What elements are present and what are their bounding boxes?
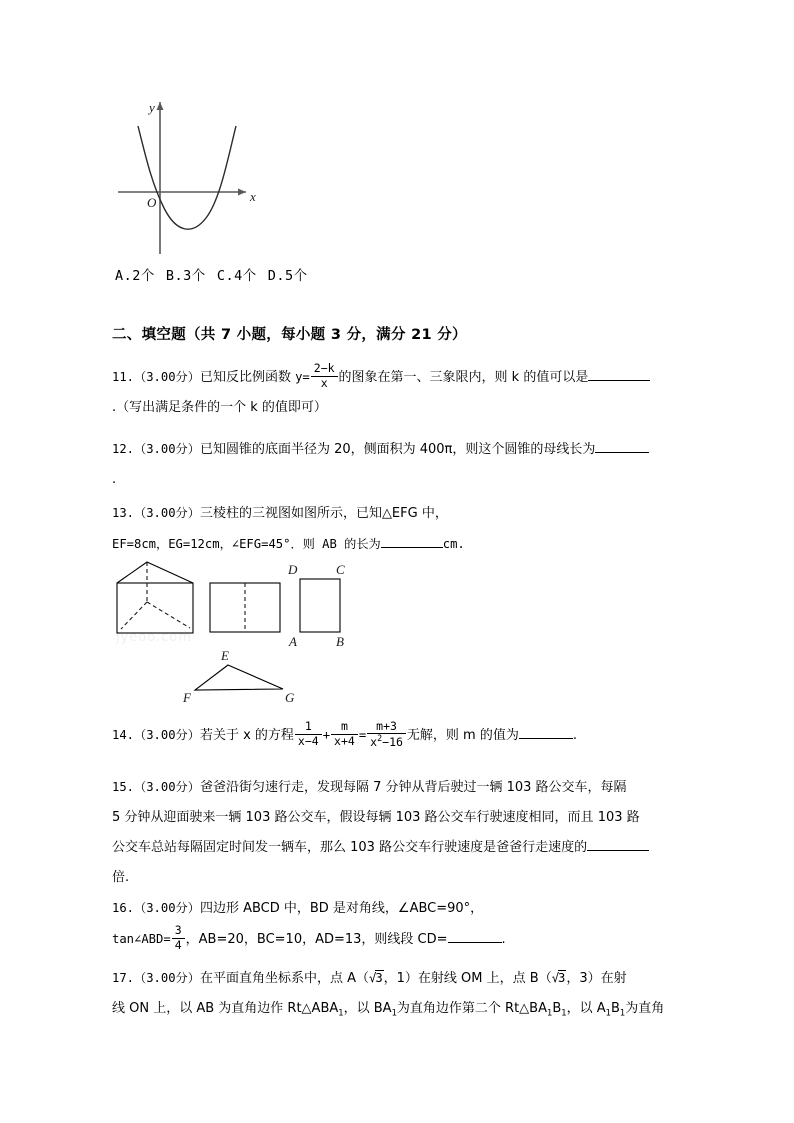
triangle-label-g: G: [285, 690, 295, 705]
q16-fraction: [172, 924, 185, 952]
side-view-label-b: B: [336, 634, 344, 649]
option-d-key: D.: [267, 268, 285, 284]
q13-answer-blank[interactable]: [381, 547, 443, 548]
three-view-figure-group: [112, 556, 362, 648]
question-11-line-1: [112, 362, 692, 393]
question-14-line-1: [112, 720, 692, 751]
q14-number: 14.: [112, 728, 135, 742]
q17-subscript-2: 1: [391, 1007, 397, 1018]
triangle-label-e: E: [221, 648, 229, 663]
q14-score: （3.00分）: [134, 728, 200, 742]
q17-subscript-1: 1: [338, 1007, 344, 1018]
q17-subscript-4: 1: [561, 1007, 567, 1018]
parabola-figure: [116, 88, 268, 260]
side-view-label-c: C: [336, 562, 345, 577]
q16-text-2: ，AB=20，BC=10，AD=13，则线段 CD=: [185, 932, 448, 947]
option-c-key: C.: [216, 268, 235, 284]
q14-fraction-3: [367, 720, 406, 750]
q15-answer-blank[interactable]: [587, 850, 649, 851]
option-b[interactable]: [166, 268, 206, 284]
q17-text-a: 在平面直角坐标系中，点 A（: [199, 971, 369, 986]
q14-f2-denominator: x+4: [331, 734, 358, 749]
question-17-line-2: [112, 994, 692, 1028]
question-16-line-2: [112, 924, 692, 955]
option-d[interactable]: [268, 268, 308, 284]
front-view-rectangle-icon: [210, 583, 280, 632]
q14-equals-operator: =: [358, 728, 367, 742]
question-12-line-2: .: [112, 472, 117, 487]
q14-f1-denominator: x−4: [295, 734, 322, 749]
q14-fraction-1: [295, 720, 322, 748]
q17-text-h: ，以 A: [566, 1001, 606, 1016]
q16-text-3: .: [501, 932, 506, 947]
triangle-efg-figure: [183, 648, 313, 710]
q11-number: 11.: [112, 370, 135, 384]
q17-text-i: B: [610, 1001, 620, 1016]
q12-score: （3.00分）: [134, 442, 200, 456]
axis-y-label: y: [149, 100, 155, 115]
q16-answer-blank[interactable]: [448, 942, 502, 943]
q16-score: （3.00分）: [134, 901, 200, 915]
question-13: [112, 498, 692, 560]
question-16: [112, 893, 692, 955]
q14-fraction-2: [331, 720, 358, 748]
q11-fraction-numerator: 2−k: [313, 361, 335, 376]
side-view-rectangle-abcd-icon: [287, 562, 345, 649]
q17-text-c: ，3）在射: [566, 971, 627, 986]
q17-text-j: 为直角: [625, 1001, 665, 1016]
q16-fraction-denominator: 4: [172, 938, 185, 953]
q17-sqrt-1-radicand: 3: [375, 971, 383, 985]
q15-text-3: 公交车总站每隔固定时间发一辆车，那么 103 路公交车行驶速度是爸爸行走速度的: [112, 840, 588, 855]
q11-fraction-denominator: x: [311, 376, 338, 391]
question-17: [112, 963, 692, 1028]
q11-text-a: 已知反比例函数: [199, 370, 296, 385]
axis-x-label: x: [250, 189, 256, 204]
q15-number: 15.: [112, 780, 135, 794]
option-a-key: A.: [115, 268, 133, 284]
question-15-line-2: 5 分钟从迎面驶来一辆 103 路公交车，假设每辆 103 路公交车行驶速度相同，而且 103 路: [112, 810, 640, 825]
question-15-line-1: [112, 772, 692, 803]
question-16-line-1: [112, 893, 692, 924]
q17-sqrt-2: √3: [551, 971, 566, 985]
q13-score: （3.00分）: [134, 506, 200, 520]
q14-f3-denominator: [367, 733, 406, 749]
q17-text-e: ，以 BA: [343, 1001, 392, 1016]
q11-fraction: [311, 362, 338, 390]
q15-text-1: 爸爸沿街匀速行走，发现每隔 7 分钟从背后驶过一辆 103 路公交车，每隔: [199, 780, 627, 795]
q14-f3-den-exponent: 2: [377, 733, 383, 744]
option-c-text: 4个: [234, 268, 257, 284]
triangle-label-f: F: [183, 690, 191, 705]
q17-text-g: B: [552, 1001, 562, 1016]
q17-subscript-3: 1: [546, 1007, 553, 1018]
q17-text-b: ，1）在射线 OM 上，点 B（: [383, 971, 552, 986]
q14-f2-numerator: m: [340, 719, 348, 734]
option-b-key: B.: [165, 268, 184, 284]
q11-text-b: 的图象在第一、三象限内，则 k 的值可以是: [338, 370, 589, 385]
q14-f3-den-base: x: [370, 734, 378, 749]
q14-plus-operator: +: [322, 728, 331, 742]
question-12: [112, 434, 692, 495]
option-b-text: 3个: [183, 268, 206, 284]
q13-text: 三棱柱的三视图如图所示，已知△EFG 中，: [199, 506, 448, 521]
q17-text-f: 为直角边作第二个 Rt△BA: [396, 1001, 547, 1016]
triangular-prism-icon: [117, 562, 193, 633]
q11-answer-blank[interactable]: [588, 380, 650, 381]
q14-text-c: .: [572, 728, 577, 743]
q14-f1-numerator: 1: [304, 719, 312, 734]
option-a-text: 2个: [132, 268, 155, 284]
q13-given-values: EF=8cm，EG=12cm，∠EFG=45°．则 AB 的长为: [112, 537, 381, 551]
q17-sqrt-1: √3: [368, 971, 383, 985]
q11-score: （3.00分）: [134, 370, 200, 384]
question-17-line-1: [112, 963, 692, 994]
question-15-line-3: [112, 833, 692, 863]
q17-subscript-5: 1: [605, 1007, 611, 1018]
q12-answer-blank[interactable]: [595, 452, 649, 453]
option-c[interactable]: [217, 268, 257, 284]
q14-f3-den-tail: −16: [382, 734, 403, 749]
q14-text-b: 无解，则 m 的值为: [406, 728, 519, 743]
q16-text-1: 四边形 ABCD 中，BD 是对角线，∠ABC=90°，: [199, 901, 484, 916]
question-13-line-1: [112, 498, 692, 529]
watermark: jyeoo.com: [116, 630, 192, 645]
question-15-line-4: 倍.: [112, 870, 130, 885]
q17-sqrt-2-radicand: 3: [558, 971, 566, 985]
q14-answer-blank[interactable]: [519, 738, 573, 739]
q15-score: （3.00分）: [134, 780, 200, 794]
side-view-label-a: A: [289, 634, 297, 649]
question-11-line-2: .（写出满足条件的一个 k 的值即可）: [112, 400, 327, 415]
section-heading-fill-in-blank: 二、填空题（共 7 小题，每小题 3 分，满分 21 分）: [112, 327, 467, 343]
side-view-label-d: D: [288, 562, 298, 577]
q14-text-a: 若关于 x 的方程: [199, 728, 294, 743]
q16-tan-expression: tan∠ABD=: [112, 932, 171, 946]
q13-unit: cm.: [442, 537, 465, 551]
q17-text-d: 线 ON 上，以 AB 为直角边作 Rt△ABA: [112, 1001, 339, 1016]
option-a[interactable]: [115, 268, 155, 284]
question-12-line-1: [112, 434, 692, 465]
q17-subscript-6: 1: [619, 1007, 626, 1018]
q11-eq-lhs: y=: [295, 370, 310, 384]
origin-label: O: [147, 195, 157, 210]
q16-fraction-numerator: 3: [174, 923, 182, 938]
q12-text: 已知圆锥的底面半径为 20，侧面积为 400π，则这个圆锥的母线长为: [199, 442, 596, 457]
q17-score: （3.00分）: [134, 971, 200, 985]
q14-f3-numerator: m+3: [376, 718, 397, 733]
q12-number: 12.: [112, 442, 135, 456]
question-11: [112, 362, 692, 423]
q17-number: 17.: [112, 971, 135, 985]
question-15: [112, 772, 692, 893]
q10-options: [115, 264, 319, 284]
option-d-text: 5个: [284, 268, 308, 284]
question-14: [112, 720, 692, 751]
q16-number: 16.: [112, 901, 135, 915]
q13-number: 13.: [112, 506, 135, 520]
